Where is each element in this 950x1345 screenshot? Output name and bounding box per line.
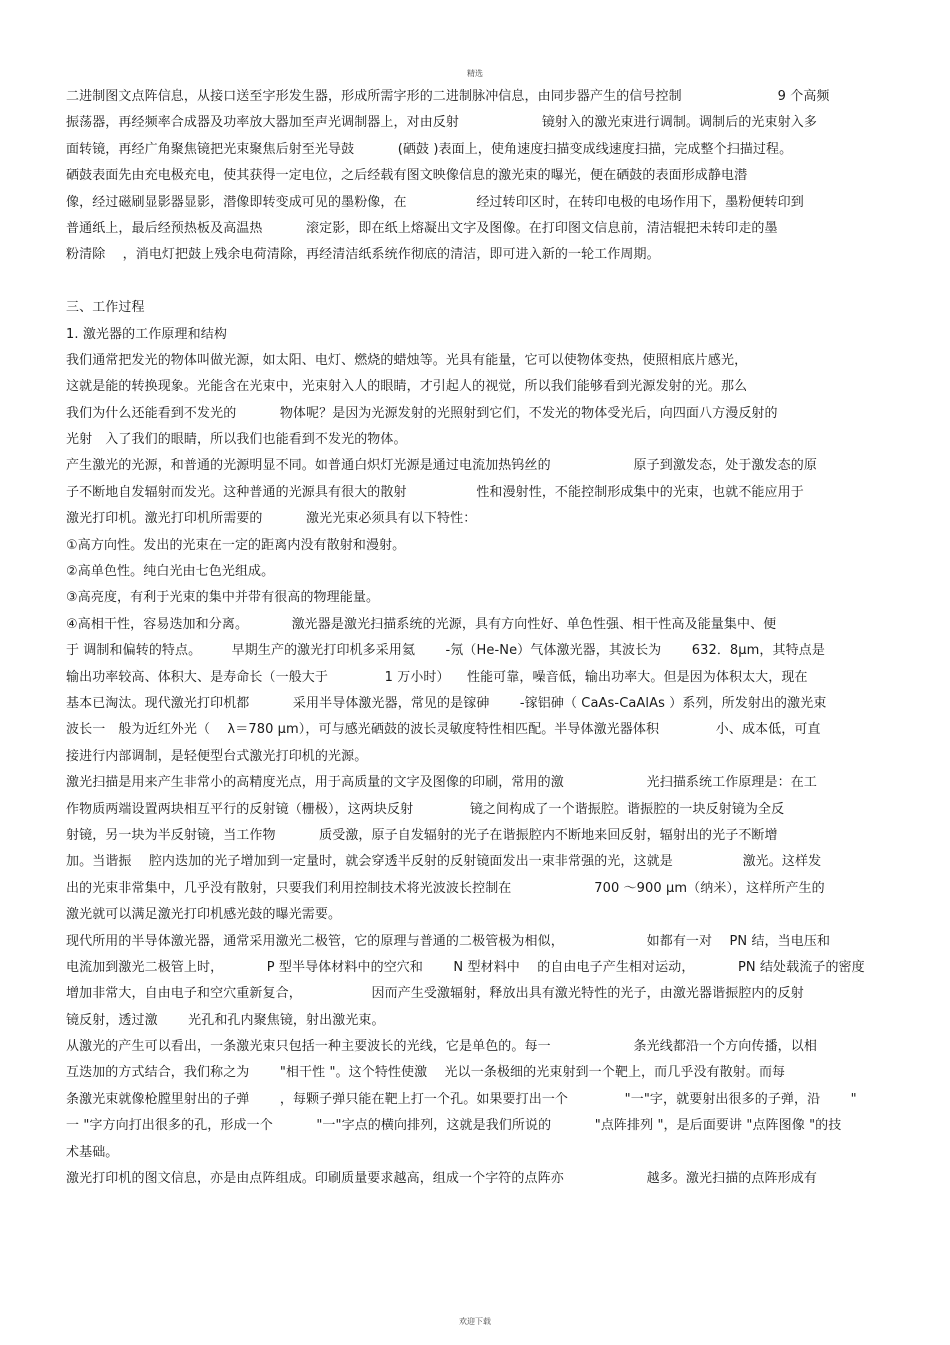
text-line: 出的光束非常集中，几乎没有散射，只要我们利用控制技术将光波波长控制在 700 ～900 μm（纳米），这样所产生的 bbox=[66, 880, 825, 896]
text-line: 激光打印机。激光打印机所需要的 激光光束必须具有以下特性： bbox=[66, 511, 477, 527]
text-line: 普通纸上，最后经预热板及高温热 滚定影，即在纸上熔凝出文字及图像。在打印图文信息前，清洁辊把未转印走的墨 bbox=[66, 220, 778, 236]
text-line: 产生激光的光源，和普通的光源明显不同。如普通白炽灯光源是通过电流加热钨丝的 原子到激发态，处于激发态的原 bbox=[66, 458, 817, 474]
text-line: 一 "字方向打出很多的孔，形成一个 "一"字点的横向排列，这就是我们所说的 "点阵排列 "，是后面要讲 "点阵图像 "的技 bbox=[66, 1118, 842, 1134]
text-line: 于 调制和偏转的特点。 早期生产的激光打印机多采用氦 -氖（He-Ne）气体激光器，其波长为 632．8μm，其特点是 bbox=[66, 643, 825, 659]
text-line: 硒鼓表面先由充电极充电，使其获得一定电位，之后经载有图文映像信息的激光束的曝光，便在硒鼓的表面形成静电潜 bbox=[66, 168, 748, 184]
text-line: 增加非常大，自由电子和空穴重新复合， 因而产生受激辐射，释放出具有激光特性的光子，由激光器谐振腔内的反射 bbox=[66, 986, 804, 1002]
text-line: 激光扫描是用来产生非常小的高精度光点，用于高质量的文字及图像的印刷，常用的激 光扫描系统工作原理是：在工 bbox=[66, 775, 817, 791]
text-line: 互迭加的方式结合，我们称之为 "相干性 "。这个特性使激 光以一条极细的光束射到一个靶上，而几乎没有散射。而每 bbox=[66, 1065, 786, 1081]
text-line: 镜反射，透过激 光孔和孔内聚焦镜，射出激光束。 bbox=[66, 1012, 385, 1028]
document-body bbox=[66, 84, 898, 1192]
text-line: 电流加到激光二极管上时， P 型半导体材料中的空穴和 N 型材料中 的自由电子产生相对运动， PN 结处载流子的密度 bbox=[66, 959, 865, 975]
text-line: 光射 入了我们的眼睛，所以我们也能看到不发光的物体。 bbox=[66, 432, 407, 448]
text-line: 作物质两端设置两块相互平行的反射镜（栅极），这两块反射 镜之间构成了一个谐振腔。谐振腔的一块反射镜为全反 bbox=[66, 801, 785, 817]
text-line: ①高方向性。发出的光束在一定的距离内没有散射和漫射。 bbox=[66, 537, 406, 553]
text-line: 我们为什么还能看到不发光的 物体呢？是因为光源发射的光照射到它们，不发光的物体受光后，向四面八方漫反射的 bbox=[66, 405, 778, 421]
text-line: ②高单色性。纯白光由七色光组成。 bbox=[66, 564, 275, 580]
text-line: 三、工作过程 bbox=[66, 300, 145, 316]
blank-line bbox=[66, 269, 898, 295]
text-line: 从激光的产生可以看出，一条激光束只包括一种主要波长的光线，它是单色的。每一 条光线都沿一个方向传播，以相 bbox=[66, 1039, 817, 1055]
text-line: 振荡器，再经频率合成器及功率放大器加至声光调制器上，对由反射 镜射入的激光束进行调制。调制后的光束射入多 bbox=[66, 115, 817, 131]
text-line: 现代所用的半导体激光器，通常采用激光二极管，它的原理与普通的二极管极为相似， 如都有一对 PN 结，当电压和 bbox=[66, 933, 831, 949]
page-header: 精选 bbox=[467, 69, 483, 78]
text-line: 激光打印机的图文信息，亦是由点阵组成。印刷质量要求越高，组成一个字符的点阵亦 越多。激光扫描的点阵形成有 bbox=[66, 1171, 817, 1187]
page-footer: 欢迎下载 bbox=[459, 1317, 491, 1326]
text-line: 面转镜，再经广角聚焦镜把光束聚焦后射至光导鼓 (硒鼓 )表面上，使角速度扫描变成线速度扫描，完成整个扫描过程。 bbox=[66, 141, 793, 157]
text-line: 我们通常把发光的物体叫做光源，如太阳、电灯、燃烧的蜡烛等。光具有能量，它可以使物体变热，使照相底片感光， bbox=[66, 352, 748, 368]
text-line: 子不断地自发辐射而发光。这种普通的光源具有很大的散射 性和漫射性，不能控制形成集中的光束，也就不能应用于 bbox=[66, 484, 804, 500]
text-line: 二进制图文点阵信息，从接口送至字形发生器，形成所需字形的二进制脉冲信息，由同步器产生的信号控制 9 个高频 bbox=[66, 89, 830, 104]
text-line: 1. 激光器的工作原理和结构 bbox=[66, 326, 227, 342]
text-line: 加。当谐振 腔内迭加的光子增加到一定量时，就会穿透半反射的反射镜面发出一束非常强的光，这就是 激光。这样发 bbox=[66, 854, 822, 870]
text-line: 像，经过磁刷显影器显影，潜像即转变成可见的墨粉像，在 经过转印区时，在转印电极的电场作用下，墨粉便转印到 bbox=[66, 194, 804, 210]
text-line: 波长一 般为近红外光（ λ＝780 μm），可与感光硒鼓的波长灵敏度特性相匹配。半导体激光器体积 小、成本低，可直 bbox=[66, 722, 821, 738]
text-line: ④高相干性，容易迭加和分离。 激光器是激光扫描系统的光源，具有方向性好、单色性强、相干性高及能量集中、便 bbox=[66, 616, 777, 632]
text-line: 接进行内部调制，是轻便型台式激光打印机的光源。 bbox=[66, 748, 368, 764]
text-line: 这就是能的转换现象。光能含在光束中，光束射入人的眼睛，才引起人的视觉，所以我们能够看到光源发射的光。那么 bbox=[66, 379, 748, 395]
text-line: 射镜，另一块为半反射镜，当工作物 质受激，原子自发辐射的光子在谐振腔内不断地来回反射，辐射出的光子不断增 bbox=[66, 827, 778, 843]
text-line: 条激光束就像枪膛里射出的子弹 ，每颗子弹只能在靶上打一个孔。如果要打出一个 "一"字，就要射出很多的子弹，沿 " bbox=[66, 1091, 857, 1107]
text-line: ③高亮度，有利于光束的集中并带有很高的物理能量。 bbox=[66, 590, 380, 606]
text-line: 粉清除 ，消电灯把鼓上残余电荷清除，再经清洁纸系统作彻底的清洁，即可进入新的一轮工作周期。 bbox=[66, 247, 660, 263]
text-line: 输出功率较高、体积大、是寿命长（一般大于 1 万小时） 性能可靠，噪音低，输出功率大。但是因为体积太大，现在 bbox=[66, 669, 808, 685]
text-line: 激光就可以满足激光打印机感光鼓的曝光需要。 bbox=[66, 907, 342, 923]
text-line: 术基础。 bbox=[66, 1144, 119, 1160]
text-line: 基本已淘汰。现代激光打印机都 采用半导体激光器，常见的是镓砷 -镓铝砷（ CaAs-CaAlAs ）系列，所发射出的激光束 bbox=[66, 695, 827, 711]
